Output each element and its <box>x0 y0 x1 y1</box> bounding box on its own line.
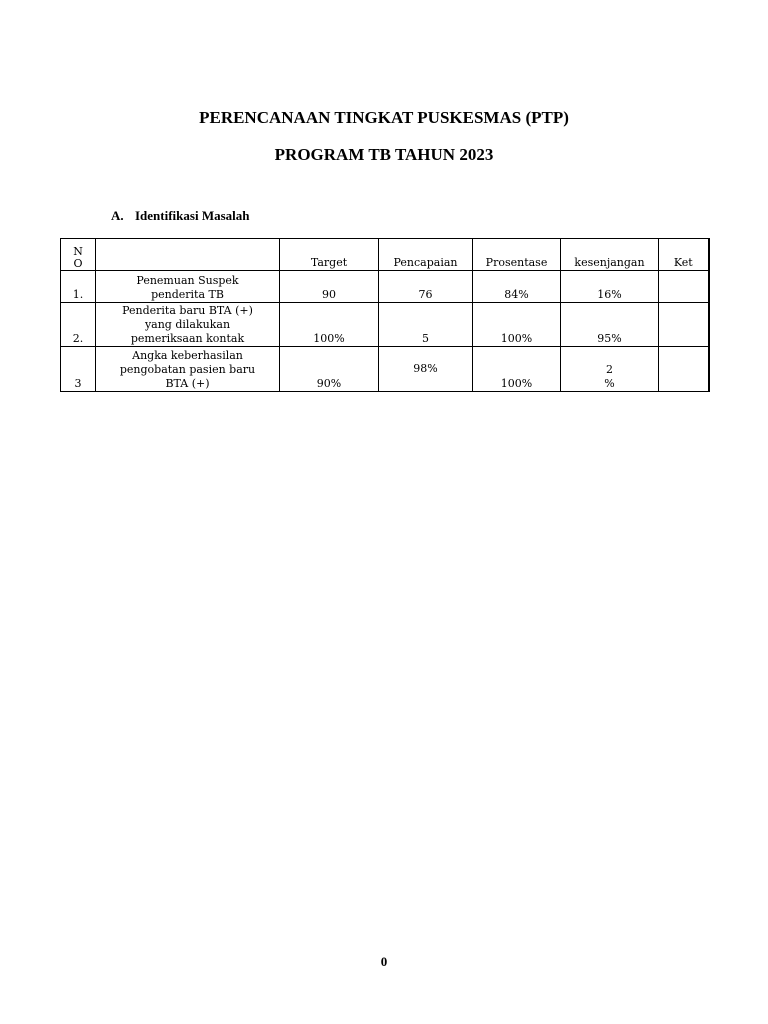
row-ket <box>659 271 709 303</box>
row-target: 100% <box>280 303 379 347</box>
row-kesenjangan-line: 16% <box>597 288 622 301</box>
header-ket: Ket <box>659 239 709 271</box>
row-kesenjangan <box>561 347 659 392</box>
row-target: 90 <box>280 271 379 303</box>
row-item-line: pemeriksaan kontak <box>130 332 245 345</box>
row-ket <box>659 347 709 392</box>
header-pencapaian: Pencapaian <box>379 239 473 271</box>
section-label: Identifikasi Masalah <box>135 208 250 223</box>
row-kesenjangan-line: % <box>604 377 615 390</box>
row-target: 90% <box>280 347 379 392</box>
row-item-line: yang dilakukan <box>144 318 231 331</box>
table-row <box>61 303 709 347</box>
header-kesenjangan: kesenjangan <box>561 239 659 271</box>
row-pencapaian: 5 <box>379 303 473 347</box>
row-item-line: pengobatan pasien baru <box>119 363 256 376</box>
row-prosentase: 100% <box>473 303 561 347</box>
row-pencapaian: 98% <box>379 347 473 392</box>
header-no-line1: N <box>73 245 83 258</box>
row-item-line: BTA (+) <box>165 377 210 390</box>
section-letter: A. <box>111 208 124 223</box>
row-prosentase: 100% <box>473 347 561 392</box>
row-no: 2. <box>61 303 96 347</box>
row-no: 3 <box>61 347 96 392</box>
row-pencapaian: 76 <box>379 271 473 303</box>
row-item-line: Penderita baru BTA (+) <box>122 304 253 317</box>
row-item-line: Penemuan Suspek <box>136 274 239 287</box>
row-ket <box>659 303 709 347</box>
row-item-line: penderita TB <box>151 288 224 301</box>
header-item <box>96 239 280 271</box>
row-kesenjangan-line: 2 <box>606 363 613 376</box>
problem-identification-table <box>60 238 710 392</box>
table-row <box>61 271 709 303</box>
table-row <box>61 347 709 392</box>
row-item <box>96 303 280 347</box>
row-no: 1. <box>61 271 96 303</box>
row-kesenjangan-line: 95% <box>597 332 622 345</box>
page-number: 0 <box>380 954 388 969</box>
row-kesenjangan <box>561 271 659 303</box>
document-subtitle: PROGRAM TB TAHUN 2023 <box>274 145 494 164</box>
row-item-line: Angka keberhasilan <box>132 349 243 362</box>
header-no-line2: O <box>73 257 83 270</box>
row-item <box>96 347 280 392</box>
row-kesenjangan <box>561 303 659 347</box>
row-prosentase: 84% <box>473 271 561 303</box>
section-heading <box>111 208 250 224</box>
document-title: PERENCANAAN TINGKAT PUSKESMAS (PTP) <box>199 108 569 127</box>
row-item <box>96 271 280 303</box>
header-prosentase: Prosentase <box>473 239 561 271</box>
header-target: Target <box>280 239 379 271</box>
header-no <box>61 239 96 271</box>
table-header-row <box>61 239 709 271</box>
